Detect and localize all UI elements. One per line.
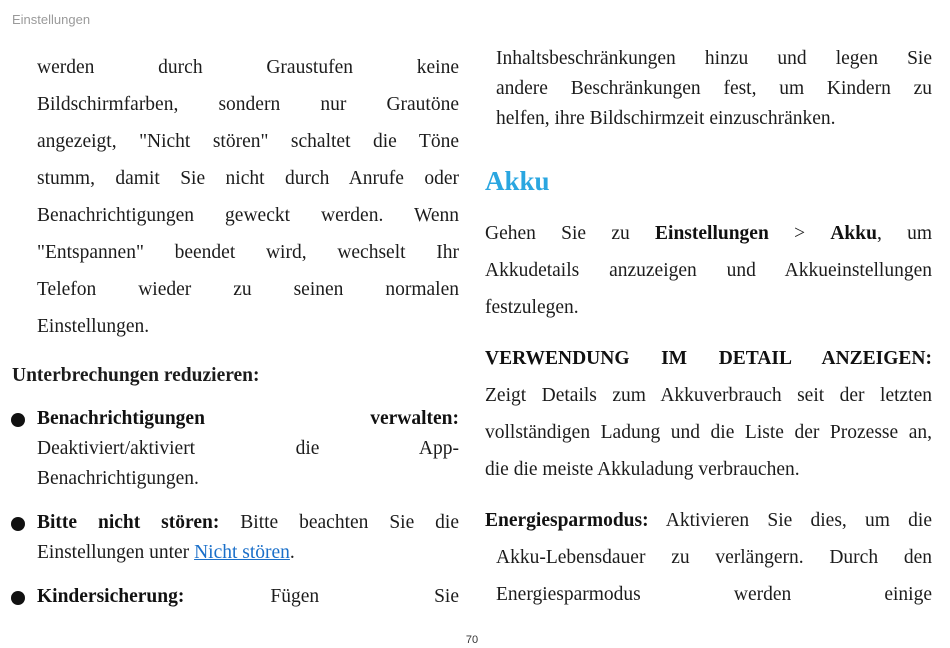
text-line: werden durch Graustufen keine	[37, 57, 459, 78]
text-line: stumm, damit Sie nicht durch Anrufe oder	[37, 168, 459, 189]
detail-heading	[485, 340, 932, 377]
list-item-text	[37, 508, 459, 568]
text-line: vollständigen Ladung und die Liste der Prozesse an,	[485, 422, 932, 443]
energy-section	[485, 502, 932, 613]
list-item	[37, 508, 459, 568]
text-line: Benachrichtigungen geweckt werden. Wenn	[37, 205, 459, 226]
text-line: Deaktiviert/aktiviert die App-	[37, 438, 459, 459]
bullet-list	[37, 404, 459, 612]
text-line: "Entspannen" beendet wird, wechselt Ihr	[37, 242, 459, 263]
bullet-dot-icon	[11, 413, 25, 427]
list-item-title: Kindersicherung:	[37, 586, 185, 607]
text-line: Inhaltsbeschränkungen hinzu und legen Sie	[496, 48, 932, 69]
energy-heading: Energiesparmodus:	[485, 510, 649, 531]
nicht-storen-link[interactable]: Nicht stören	[194, 542, 290, 563]
text-fragment: , um	[876, 223, 933, 244]
right-column	[485, 44, 932, 613]
text-line: Einstellungen.	[37, 316, 150, 337]
list-item-first-line	[37, 404, 459, 434]
text-line: helfen, ihre Bildschirmzeit einzuschränken.	[496, 108, 836, 129]
list-item	[37, 404, 459, 494]
section-heading-unterbrechungen: Unterbrechungen reduzieren:	[12, 365, 260, 386]
text-line: angezeigt, "Nicht stören" schaltet die Töne	[37, 131, 459, 152]
list-item-body: Bitte beachten Sie die Einstellungen unter	[37, 512, 460, 563]
intro-paragraph	[485, 44, 932, 134]
text-line: Benachrichtigungen.	[37, 468, 199, 489]
punctuation: .	[289, 542, 295, 563]
text-fragment: Aktivieren Sie dies, um die	[665, 510, 932, 531]
text-line: andere Beschränkungen fest, um Kindern zu	[496, 78, 932, 99]
menu-path-akku: Akku	[830, 223, 877, 244]
list-item-body: Fügen Sie	[270, 586, 459, 607]
list-item-first-line	[37, 582, 459, 612]
menu-path-separator: >	[794, 223, 806, 244]
akku-paragraph	[485, 215, 932, 326]
bullet-dot-icon	[11, 517, 25, 531]
text-line: festzulegen.	[485, 297, 579, 318]
detail-heading-text: VERWENDUNG IM DETAIL ANZEIGEN:	[485, 348, 932, 369]
list-item-title: Benachrichtigungen verwalten:	[37, 408, 459, 429]
menu-path-einstellungen: Einstellungen	[655, 223, 769, 244]
detail-section	[485, 340, 932, 488]
page-number: 70	[465, 634, 479, 646]
left-column	[37, 49, 459, 345]
text-fragment: Gehen Sie zu	[485, 223, 630, 244]
bullet-dot-icon	[11, 591, 25, 605]
text-line	[485, 502, 932, 539]
bullet-list-container	[37, 404, 459, 612]
text-line: Bildschirmfarben, sondern nur Grautöne	[37, 94, 459, 115]
text-line: Zeigt Details zum Akkuverbrauch seit der letzten	[485, 385, 932, 406]
text-line: Telefon wieder zu seinen normalen	[37, 279, 459, 300]
text-line: die die meiste Akkuladung verbrauchen.	[485, 459, 800, 480]
list-item	[37, 582, 459, 612]
text-line: Akkudetails anzuzeigen und Akkueinstellungen	[485, 260, 932, 281]
text-line: Energiesparmodus werden einige	[496, 584, 932, 605]
text-line: Akku-Lebensdauer zu verlängern. Durch den	[496, 547, 932, 568]
page-header: Einstellungen	[12, 12, 91, 27]
body-paragraph	[37, 49, 459, 345]
text-line	[485, 215, 932, 252]
section-heading-akku: Akku	[485, 166, 550, 196]
list-item-title: Bitte nicht stören:	[37, 512, 220, 533]
